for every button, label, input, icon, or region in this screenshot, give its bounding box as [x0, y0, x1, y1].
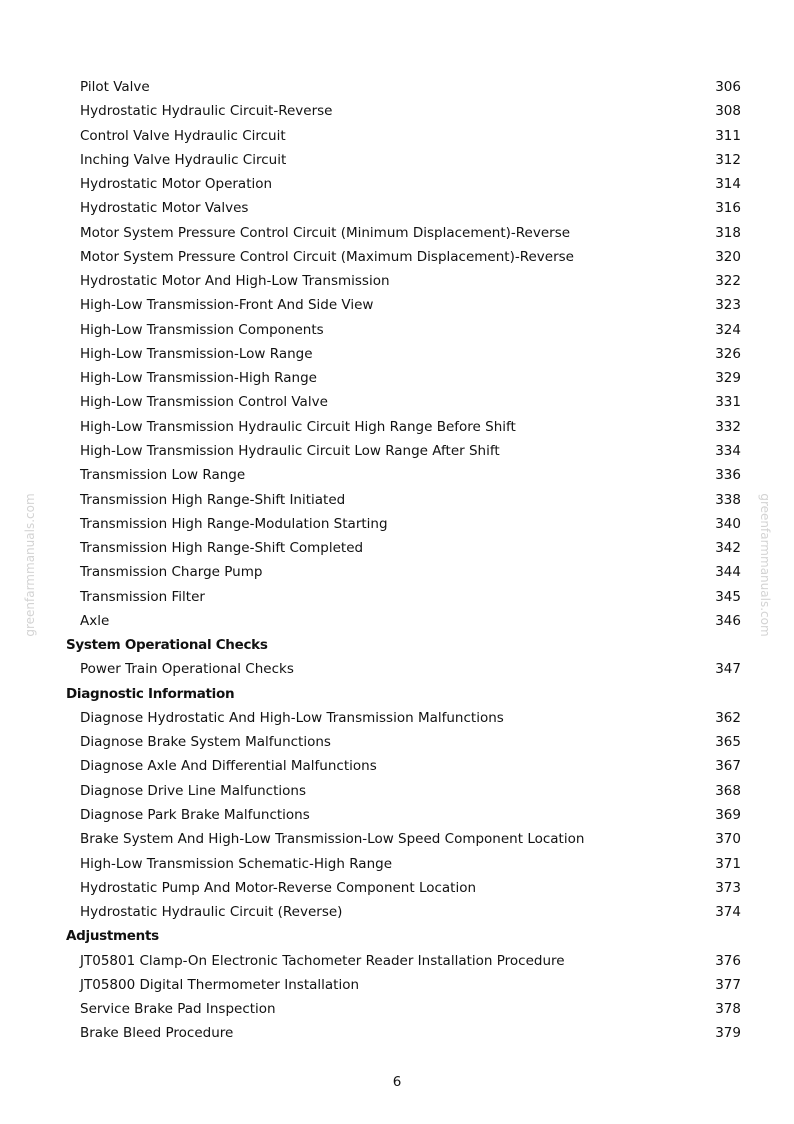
entry-page-number: 370 [715, 831, 741, 848]
entry-title: High-Low Transmission-High Range [80, 370, 317, 387]
entry-title: Diagnose Drive Line Malfunctions [80, 782, 306, 799]
entry-page-number: 369 [715, 806, 741, 823]
entry-title: JT05801 Clamp-On Electronic Tachometer Reader Installation Procedure [80, 952, 565, 969]
entry-page-number: 373 [715, 879, 741, 896]
toc-entry[interactable] [0, 658, 794, 682]
toc-entry[interactable] [0, 246, 794, 270]
toc-entry[interactable] [0, 391, 794, 415]
toc-entry[interactable] [0, 974, 794, 998]
entry-title: Hydrostatic Pump And Motor-Reverse Component Location [80, 879, 477, 896]
entry-title: High-Low Transmission-Front And Side View [80, 297, 374, 314]
entry-title: Hydrostatic Motor And High-Low Transmission [80, 273, 390, 290]
table-of-contents [0, 76, 794, 1047]
entry-title: High-Low Transmission Control Valve [80, 394, 328, 411]
toc-entry[interactable] [0, 586, 794, 610]
entry-title: High-Low Transmission Hydraulic Circuit Low Range After Shift [80, 442, 500, 459]
entry-title: JT05800 Digital Thermometer Installation [80, 976, 360, 993]
toc-section-heading [0, 683, 794, 707]
entry-title: High-Low Transmission Schematic-High Range [80, 855, 392, 872]
toc-entry[interactable] [0, 707, 794, 731]
section-title: System Operational Checks [66, 637, 268, 654]
entry-title: High-Low Transmission Hydraulic Circuit High Range Before Shift [80, 418, 516, 435]
entry-title: Service Brake Pad Inspection [80, 1001, 276, 1018]
watermark-right: greenfarmmanuals.com [758, 493, 772, 637]
entry-title: Diagnose Brake System Malfunctions [80, 734, 331, 751]
entry-page-number: 326 [715, 345, 741, 362]
entry-title: Hydrostatic Motor Valves [80, 200, 249, 217]
toc-section-heading [0, 634, 794, 658]
entry-title: High-Low Transmission Components [80, 321, 324, 338]
entry-page-number: 320 [715, 248, 741, 265]
entry-page-number: 376 [715, 952, 741, 969]
toc-entry[interactable] [0, 76, 794, 100]
entry-page-number: 331 [715, 394, 741, 411]
entry-page-number: 338 [715, 491, 741, 508]
entry-title: Transmission High Range-Modulation Starting [80, 515, 388, 532]
entry-title: Brake System And High-Low Transmission-Low Speed Component Location [80, 831, 585, 848]
entry-page-number: 374 [715, 904, 741, 921]
entry-page-number: 324 [715, 321, 741, 338]
entry-page-number: 314 [715, 176, 741, 193]
toc-entry[interactable] [0, 731, 794, 755]
toc-entry[interactable] [0, 610, 794, 634]
toc-entry[interactable] [0, 828, 794, 852]
entry-page-number: 377 [715, 976, 741, 993]
entry-title: Motor System Pressure Control Circuit (Minimum Displacement)-Reverse [80, 224, 571, 241]
entry-page-number: 379 [715, 1025, 741, 1042]
toc-entry[interactable] [0, 294, 794, 318]
toc-entry[interactable] [0, 950, 794, 974]
entry-title: Diagnose Axle And Differential Malfunctions [80, 758, 377, 775]
watermark-left: greenfarmmanuals.com [23, 493, 37, 637]
toc-entry[interactable] [0, 755, 794, 779]
entry-title: High-Low Transmission-Low Range [80, 345, 313, 362]
entry-title: Inching Valve Hydraulic Circuit [80, 151, 287, 168]
entry-page-number: 362 [715, 709, 741, 726]
entry-title: Transmission Filter [80, 588, 205, 605]
entry-title: Transmission Charge Pump [80, 564, 263, 581]
entry-page-number: 306 [715, 79, 741, 95]
entry-title: Diagnose Park Brake Malfunctions [80, 806, 310, 823]
toc-entry[interactable] [0, 513, 794, 537]
entry-page-number: 371 [715, 855, 741, 872]
toc-entry[interactable] [0, 780, 794, 804]
entry-page-number: 322 [715, 273, 741, 290]
entry-title: Power Train Operational Checks [80, 661, 294, 678]
toc-entry[interactable] [0, 561, 794, 585]
entry-page-number: 342 [715, 540, 741, 557]
entry-title: Hydrostatic Motor Operation [80, 176, 273, 193]
toc-entry[interactable] [0, 367, 794, 391]
entry-title: Transmission High Range-Shift Completed [80, 540, 364, 557]
toc-entry[interactable] [0, 100, 794, 124]
entry-page-number: 323 [715, 297, 741, 314]
toc-entry[interactable] [0, 125, 794, 149]
entry-page-number: 318 [715, 224, 741, 241]
toc-entry[interactable] [0, 998, 794, 1022]
toc-entry[interactable] [0, 343, 794, 367]
entry-title: Motor System Pressure Control Circuit (Maximum Displacement)-Reverse [80, 248, 574, 265]
entry-page-number: 336 [715, 467, 741, 484]
entry-page-number: 344 [715, 564, 741, 581]
toc-entry[interactable] [0, 877, 794, 901]
entry-title: Control Valve Hydraulic Circuit [80, 127, 286, 144]
entry-page-number: 378 [715, 1001, 741, 1018]
entry-page-number: 308 [715, 103, 741, 120]
toc-section-heading [0, 925, 794, 949]
entry-page-number: 365 [715, 734, 741, 751]
toc-entry[interactable] [0, 440, 794, 464]
entry-title: Pilot Valve [80, 79, 150, 95]
entry-page-number: 316 [715, 200, 741, 217]
toc-entry[interactable] [0, 1022, 794, 1046]
entry-page-number: 312 [715, 151, 741, 168]
toc-entry[interactable] [0, 901, 794, 925]
toc-entry[interactable] [0, 464, 794, 488]
entry-page-number: 332 [715, 418, 741, 435]
toc-entry[interactable] [0, 489, 794, 513]
entry-title: Transmission High Range-Shift Initiated [80, 491, 346, 508]
entry-page-number: 367 [715, 758, 741, 775]
section-title: Adjustments [66, 928, 159, 945]
entry-title: Hydrostatic Hydraulic Circuit (Reverse) [80, 904, 343, 921]
toc-entry[interactable] [0, 197, 794, 221]
toc-entry[interactable] [0, 853, 794, 877]
entry-title: Axle [80, 612, 110, 629]
entry-page-number: 329 [715, 370, 741, 387]
toc-entry[interactable] [0, 222, 794, 246]
toc-entry[interactable] [0, 270, 794, 294]
entry-title: Diagnose Hydrostatic And High-Low Transmission Malfunctions [80, 709, 504, 726]
entry-page-number: 334 [715, 442, 741, 459]
toc-entry[interactable] [0, 173, 794, 197]
toc-entry[interactable] [0, 149, 794, 173]
toc-entry[interactable] [0, 804, 794, 828]
section-title: Diagnostic Information [66, 685, 235, 702]
entry-page-number: 346 [715, 612, 741, 629]
toc-entry[interactable] [0, 319, 794, 343]
entry-page-number: 311 [715, 127, 741, 144]
entry-page-number: 345 [715, 588, 741, 605]
entry-page-number: 340 [715, 515, 741, 532]
entry-title: Brake Bleed Procedure [80, 1025, 234, 1042]
entry-page-number: 347 [715, 661, 741, 678]
entry-title: Hydrostatic Hydraulic Circuit-Reverse [80, 103, 333, 120]
toc-entry[interactable] [0, 537, 794, 561]
entry-title: Transmission Low Range [80, 467, 246, 484]
entry-page-number: 368 [715, 782, 741, 799]
toc-entry[interactable] [0, 416, 794, 440]
page-number: 6 [392, 1074, 402, 1090]
